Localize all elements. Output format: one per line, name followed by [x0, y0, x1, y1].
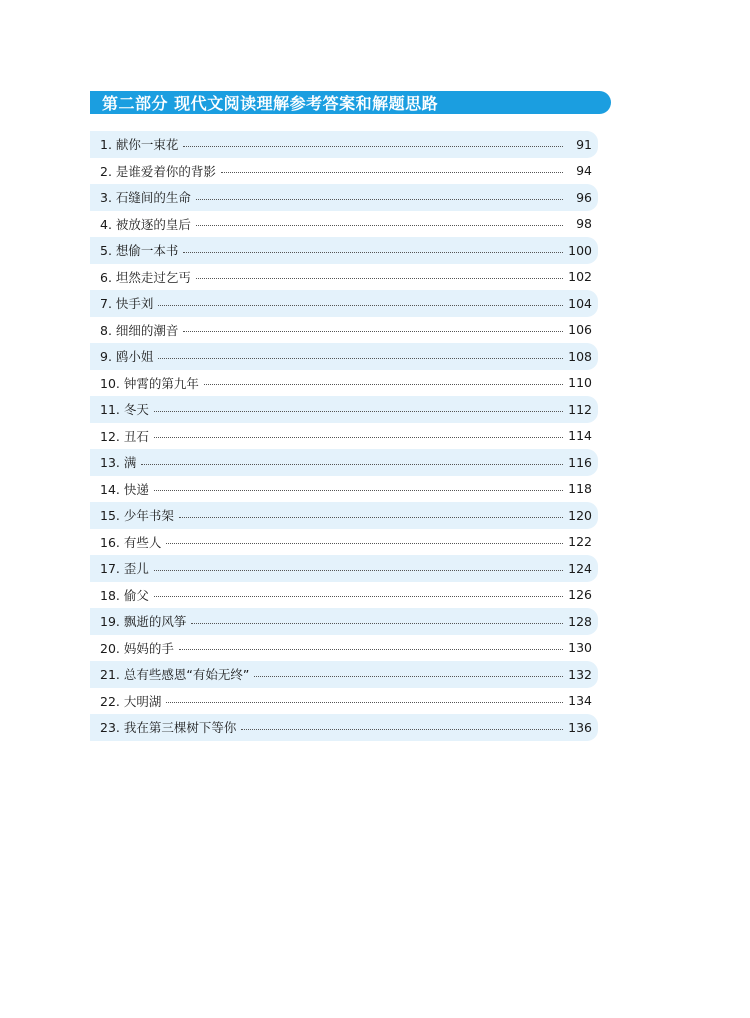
- dot-leader: [196, 225, 563, 226]
- toc-entry[interactable]: [90, 661, 598, 688]
- toc-entry-title: 6. 坦然走过乞丐: [100, 269, 191, 285]
- toc-entry-page: 112: [568, 401, 592, 417]
- toc-entry[interactable]: [90, 370, 598, 397]
- dot-leader: [183, 252, 563, 253]
- toc-entry[interactable]: [90, 158, 598, 185]
- toc-entry-page: 106: [568, 322, 592, 338]
- dot-leader: [154, 437, 563, 438]
- dot-leader: [196, 199, 563, 200]
- dot-leader: [191, 623, 563, 624]
- toc-entry-title: 10. 钟霄的第九年: [100, 375, 199, 391]
- toc-entry-page: 118: [568, 481, 592, 497]
- toc-entry[interactable]: [90, 264, 598, 291]
- toc-entry[interactable]: [90, 476, 598, 503]
- toc-entry-title: 20. 妈妈的手: [100, 640, 174, 656]
- toc-entry[interactable]: [90, 317, 598, 344]
- toc-entry-page: 122: [568, 534, 592, 550]
- toc-entry-page: 94: [576, 163, 592, 179]
- dot-leader: [158, 358, 563, 359]
- toc-entry[interactable]: [90, 555, 598, 582]
- toc-entry-title: 17. 歪儿: [100, 561, 149, 577]
- toc-entry[interactable]: [90, 211, 598, 238]
- toc-entry-title: 7. 快手刘: [100, 296, 154, 312]
- toc-entry[interactable]: [90, 343, 598, 370]
- toc-entry-title: 19. 飘逝的风筝: [100, 614, 187, 630]
- toc-entry-page: 134: [568, 693, 592, 709]
- toc-entry-page: 132: [568, 666, 592, 682]
- toc-entry[interactable]: [90, 714, 598, 741]
- dot-leader: [154, 490, 563, 491]
- toc-entry-page: 120: [568, 507, 592, 523]
- toc-entry-page: 91: [576, 136, 592, 152]
- section-title: 第二部分 现代文阅读理解参考答案和解题思路: [102, 94, 439, 113]
- toc-entry-page: 108: [568, 348, 592, 364]
- toc-entry-title: 4. 被放逐的皇后: [100, 216, 191, 232]
- toc-entry[interactable]: [90, 582, 598, 609]
- toc-entry-page: 96: [576, 189, 592, 205]
- dot-leader: [154, 570, 563, 571]
- toc-entry-page: 98: [576, 216, 592, 232]
- dot-leader: [154, 596, 563, 597]
- toc-entry-page: 136: [568, 719, 592, 735]
- dot-leader: [141, 464, 563, 465]
- toc-entry-title: 1. 献你一束花: [100, 137, 179, 153]
- toc-entry[interactable]: [90, 635, 598, 662]
- dot-leader: [196, 278, 563, 279]
- toc-entry-title: 15. 少年书架: [100, 508, 174, 524]
- toc-entry-page: 116: [568, 454, 592, 470]
- toc-entry-title: 9. 鸥小姐: [100, 349, 154, 365]
- dot-leader: [158, 305, 563, 306]
- toc-entry-title: 23. 我在第三棵树下等你: [100, 720, 237, 736]
- toc-entry-title: 8. 细细的潮音: [100, 322, 179, 338]
- toc-entry-title: 5. 想偷一本书: [100, 243, 179, 259]
- toc-entry-title: 12. 丑石: [100, 428, 149, 444]
- toc-entry-title: 21. 总有些感恩“有始无终”: [100, 667, 250, 683]
- dot-leader: [166, 702, 563, 703]
- toc-entry[interactable]: [90, 608, 598, 635]
- toc-entry-page: 124: [568, 560, 592, 576]
- dot-leader: [241, 729, 563, 730]
- toc-entry-title: 16. 有些人: [100, 534, 162, 550]
- toc-entry-page: 104: [568, 295, 592, 311]
- toc-entry[interactable]: [90, 396, 598, 423]
- dot-leader: [179, 517, 563, 518]
- toc-entry-page: 110: [568, 375, 592, 391]
- toc-entry[interactable]: [90, 688, 598, 715]
- dot-leader: [166, 543, 563, 544]
- toc-entry[interactable]: [90, 131, 598, 158]
- toc-entry-title: 14. 快递: [100, 481, 149, 497]
- toc-entry-title: 18. 偷父: [100, 587, 149, 603]
- toc-entry-page: 128: [568, 613, 592, 629]
- toc-entry-title: 11. 冬天: [100, 402, 149, 418]
- toc-entry-title: 13. 满: [100, 455, 137, 471]
- dot-leader: [154, 411, 563, 412]
- toc-entry-page: 114: [568, 428, 592, 444]
- section-header: [90, 91, 611, 114]
- toc-entry[interactable]: [90, 423, 598, 450]
- toc-entry-page: 102: [568, 269, 592, 285]
- toc-entry[interactable]: [90, 502, 598, 529]
- toc-entry[interactable]: [90, 290, 598, 317]
- toc-entry-title: 3. 石缝间的生命: [100, 190, 191, 206]
- dot-leader: [204, 384, 563, 385]
- toc-entry-page: 126: [568, 587, 592, 603]
- toc-entry[interactable]: [90, 237, 598, 264]
- toc-entry-title: 2. 是谁爱着你的背影: [100, 163, 216, 179]
- toc-entry[interactable]: [90, 184, 598, 211]
- toc-entry[interactable]: [90, 449, 598, 476]
- toc-entry-title: 22. 大明湖: [100, 693, 162, 709]
- dot-leader: [221, 172, 563, 173]
- dot-leader: [179, 649, 563, 650]
- toc-entry[interactable]: [90, 529, 598, 556]
- table-of-contents: [90, 131, 598, 741]
- toc-entry-page: 100: [568, 242, 592, 258]
- dot-leader: [183, 331, 563, 332]
- dot-leader: [254, 676, 563, 677]
- toc-entry-page: 130: [568, 640, 592, 656]
- dot-leader: [183, 146, 563, 147]
